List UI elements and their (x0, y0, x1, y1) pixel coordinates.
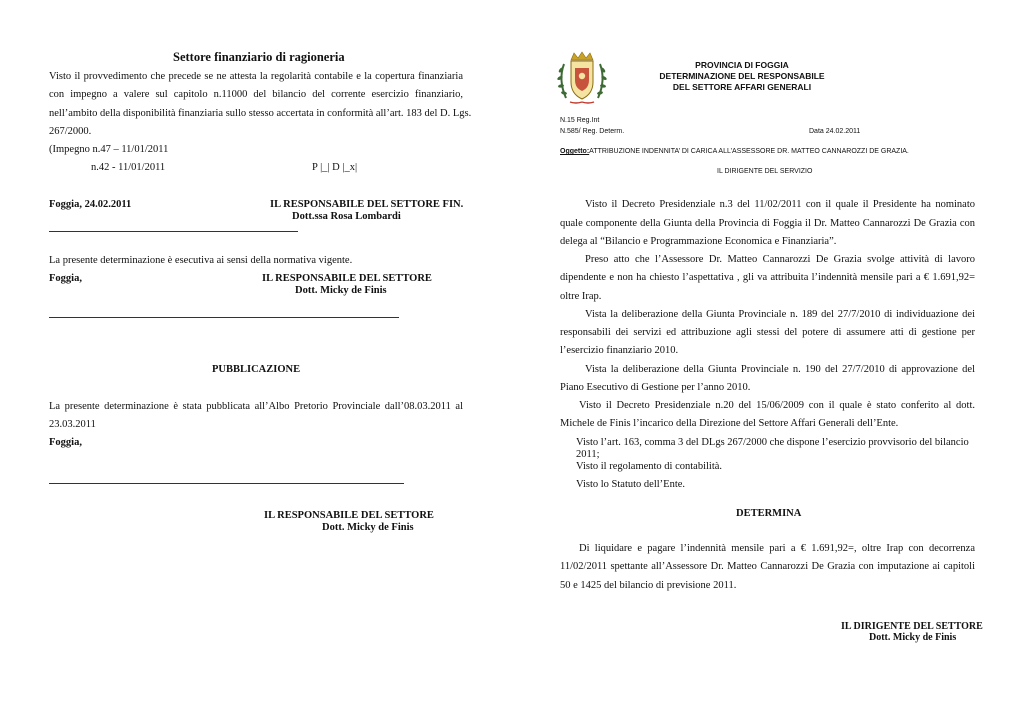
oggetto-text: ATTRIBUZIONE INDENNITA’ DI CARICA ALL’ASSESSORE DR. MATTEO CANNAROZZI DE GRAZIA. (589, 148, 909, 155)
resp-3-title: IL RESPONSABILE DEL SETTORE (264, 510, 434, 521)
divider-1 (49, 231, 298, 232)
body-line-12: Visto il Decreto Presidenziale n.20 del 15/06/2009 con il quale è stato conferito al dott. (579, 400, 975, 411)
pub-line-1: La presente determinazione è stata pubblicata all’Albo Pretorio Provinciale dall’08.03.2011 al (49, 401, 463, 412)
body-line-5: dipendente e non ha chiesto l’aspettativa , gli va attribuita l’indennità mensile pari a € 1.691,92= (560, 272, 975, 283)
oggetto-label: Oggetto: (560, 148, 590, 155)
date-fin: Foggia, 24.02.2011 (49, 199, 132, 210)
dirigente-name: Dott. Micky de Finis (869, 632, 957, 643)
body-line-1: Visto il Decreto Presidenziale n.3 del 11/02/2011 con il quale il Presidente ha nominato (585, 199, 975, 210)
body-line-9: l’esercizio finanziario 2010. (560, 345, 679, 356)
impegno-text: (Impegno n.47 – 11/01/2011 (49, 144, 169, 155)
header-settore: DEL SETTORE AFFARI GENERALI (672, 82, 812, 92)
dirigente-title: IL DIRIGENTE DEL SETTORE (841, 621, 983, 632)
det-line-3: 50 e 1425 del bilancio di previsione 2011. (560, 580, 737, 591)
body-line-2: quale componente della Giunta della Provincia di Foggia il Dr. Matteo Cannarozzi De Grazia con (560, 218, 975, 229)
body-line-4: Preso atto che l’Assessore Dr. Matteo Cannarozzi De Grazia svolge attività di lavoro (585, 254, 975, 265)
body-line-7: Vista la deliberazione della Giunta Provinciale n. 189 del 27/7/2010 di individuazione dei (585, 309, 975, 320)
body-line-11: Piano Esecutivo di Gestione per l’anno 2010. (560, 382, 751, 393)
det-line-1: Di liquidare e pagare l’indennità mensile pari a € 1.691,92=, oltre Irap con decorrenza (579, 543, 975, 554)
n42-text: n.42 - 11/01/2011 (91, 162, 166, 173)
para-line-1: Visto il provvedimento che precede se ne attesta la regolarità contabile e la copertura finanziaria (49, 71, 463, 82)
resp-3-name: Dott. Micky de Finis (322, 522, 414, 533)
visto-regolamento: Visto il regolamento di contabilità. (576, 461, 723, 472)
header-block (657, 60, 827, 93)
para-line-3: nell’ambito della disponibilità finanziaria sullo stesso accertata in conformità all’art. 183 del D. Lgs. (49, 108, 472, 119)
pub-line-2: 23.03.2011 (49, 419, 96, 430)
divider-2 (49, 317, 399, 318)
oggetto-line (560, 148, 909, 155)
reg-int: N.15 Reg.Int (560, 117, 600, 124)
para-line-4: 267/2000. (49, 126, 92, 137)
para-line-2: con impegno a valere sul capitolo n.11000 del bilancio del corrente esercizio finanziario, (49, 89, 463, 100)
header-determinazione: DETERMINAZIONE DEL RESPONSABILE (659, 71, 825, 81)
visto-statuto: Visto lo Statuto dell’Ente. (576, 479, 686, 490)
pubblicazione-heading: PUBBLICAZIONE (212, 364, 301, 375)
divider-3 (49, 483, 404, 484)
resp-2-name: Dott. Micky de Finis (295, 285, 387, 296)
esecutiva-text: La presente determinazione è esecutiva ai sensi della normativa vigente. (49, 255, 353, 266)
reg-determ: N.585/ Reg. Determ. (560, 128, 625, 135)
det-line-2: 11/02/2011 spettante all’Assessore Dr. Matteo Cannarozzi De Grazia con imputazione ai capitoli (560, 561, 975, 572)
body-line-10: Vista la deliberazione della Giunta Provinciale n. 190 del 27/7/2010 di approvazione del (585, 364, 975, 375)
body-line-8: responsabili dei servizi ed attribuzione agli stessi del potere di assumere atti di gestione per (560, 327, 975, 338)
province-crest-icon (556, 50, 608, 106)
pd-checkboxes: P |_| D |_x| (312, 162, 358, 173)
visto-art-1: Visto l’art. 163, comma 3 del DLgs 267/2000 che dispone l’esercizio provvisorio del bilancio (576, 437, 969, 448)
dirigente-servizio: IL DIRIGENTE DEL SERVIZIO (717, 168, 813, 175)
body-line-13: Michele de Finis l’incarico della Direzione del Settore Affari Generali dell’Ente. (560, 418, 899, 429)
data-label: Data 24.02.2011 (809, 128, 861, 135)
visto-art-2: 2011; (576, 449, 600, 460)
section-title: Settore finanziario di ragioneria (173, 50, 345, 64)
resp-fin-title: IL RESPONSABILE DEL SETTORE FIN. (270, 199, 464, 210)
resp-fin-name: Dott.ssa Rosa Lombardi (292, 211, 401, 222)
foggia-2: Foggia, (49, 273, 82, 284)
body-line-3: delega al “Bilancio e Programmazione Economica e Finanziaria”. (560, 236, 837, 247)
header-province: PROVINCIA DI FOGGIA (695, 60, 789, 70)
body-line-6: oltre Irap. (560, 291, 602, 302)
foggia-3: Foggia, (49, 437, 82, 448)
resp-2-title: IL RESPONSABILE DEL SETTORE (262, 273, 432, 284)
determina-heading: DETERMINA (736, 508, 802, 519)
